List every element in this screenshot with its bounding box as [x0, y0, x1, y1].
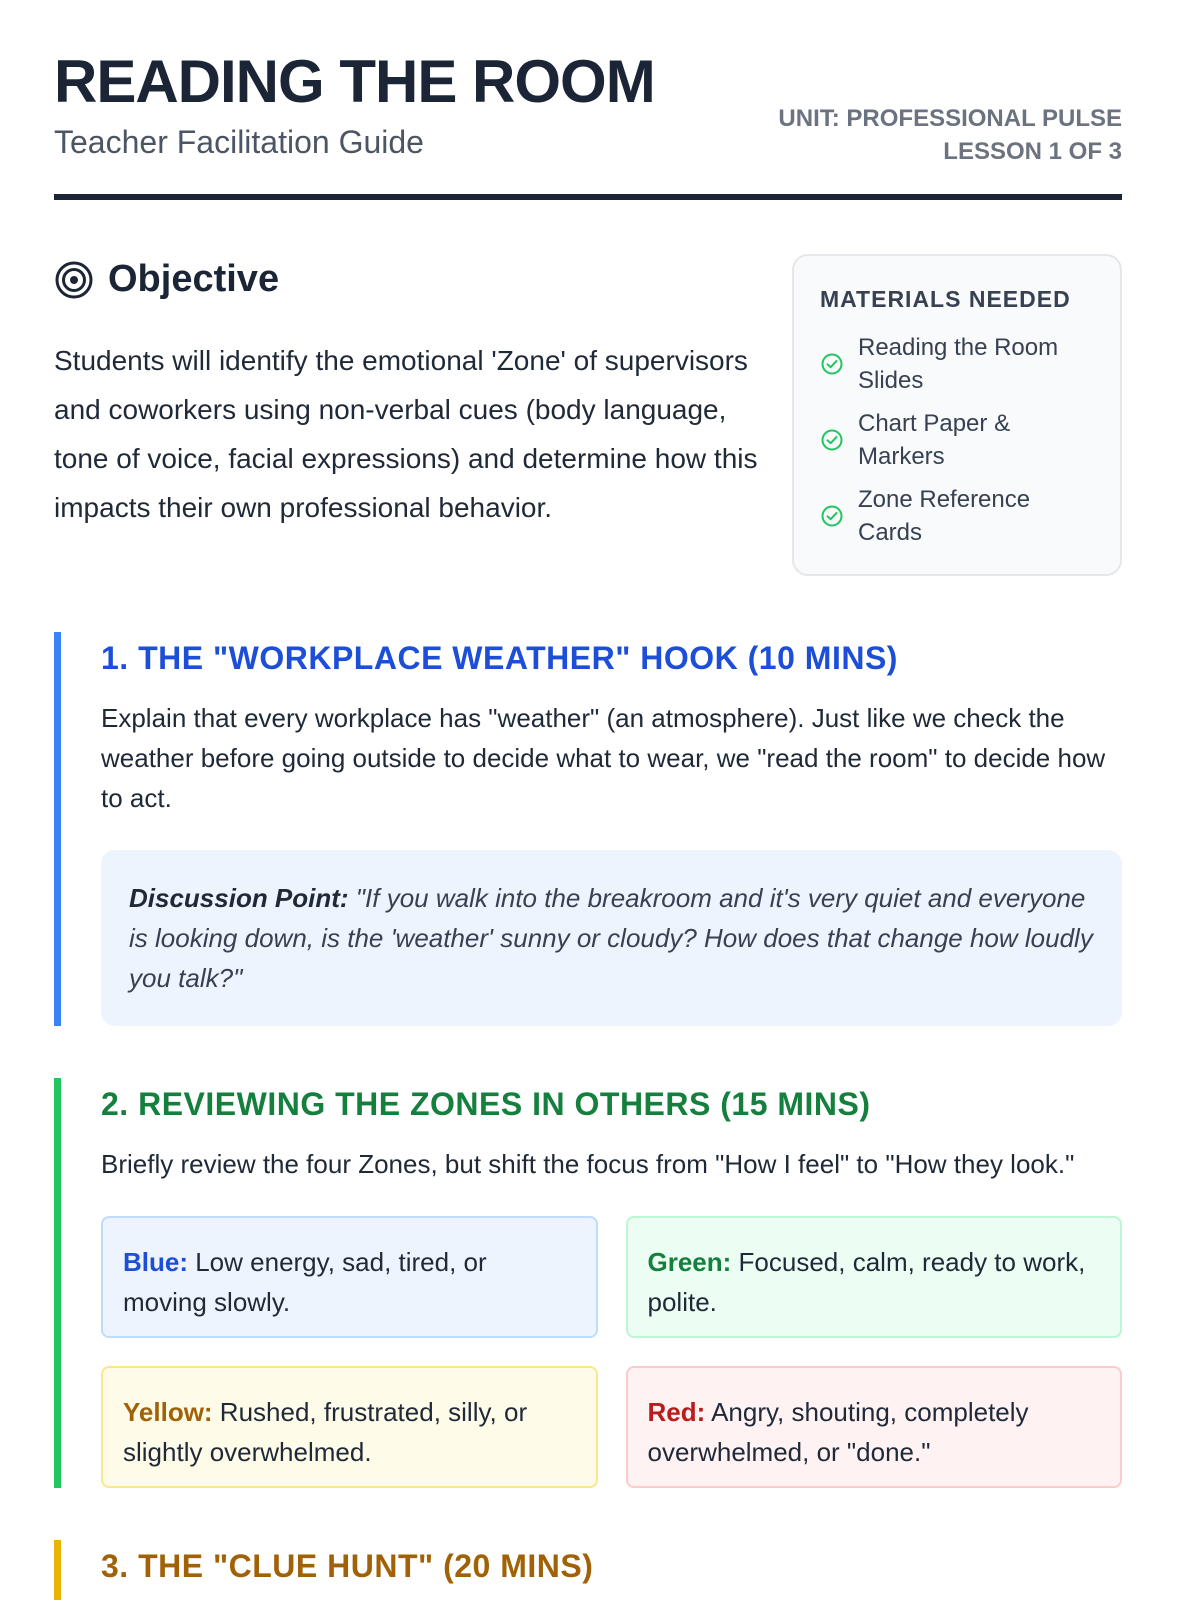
objective-row	[54, 200, 1122, 580]
materials-card	[792, 254, 1122, 576]
material-label: Reading the Room Slides	[858, 334, 1059, 394]
zone-label: Yellow:	[123, 1397, 213, 1427]
discussion-point	[101, 850, 1122, 1026]
zone-label: Blue:	[123, 1247, 188, 1277]
objective-text: Students will identify the emotional 'Zone' of supervisors and coworkers using non-verbal cues (body language, tone of voice, facial expressions) and determine how this impacts their own professional behavior.	[54, 345, 758, 523]
section-hook	[54, 632, 1122, 1026]
zone-label: Red:	[647, 1397, 706, 1427]
unit-label: UNIT: PROFESSIONAL PULSE	[778, 105, 1122, 132]
material-item	[820, 483, 1094, 549]
lesson-label: LESSON 1 OF 3	[943, 138, 1122, 165]
objective-title: Objective	[108, 258, 280, 300]
page-title: READING THE ROOM	[54, 48, 655, 115]
zone-description: Focused, calm, ready to work, polite.	[647, 1247, 1086, 1317]
section-title: 2. REVIEWING THE ZONES IN OTHERS (15 MINS)	[101, 1086, 871, 1122]
page-subtitle: Teacher Facilitation Guide	[54, 124, 424, 160]
target-icon	[54, 260, 94, 300]
page-header	[54, 0, 1122, 200]
unit-info	[778, 102, 1122, 168]
objective-heading	[54, 258, 279, 301]
zone-card-red	[626, 1366, 1123, 1488]
material-item	[820, 331, 1094, 397]
section-clue-hunt	[54, 1540, 1122, 1600]
zone-card-blue	[101, 1216, 598, 1338]
section-accent-bar	[54, 1540, 61, 1600]
material-item	[820, 407, 1094, 473]
section-title: 3. THE "CLUE HUNT" (20 MINS)	[101, 1548, 594, 1584]
materials-title: MATERIALS NEEDED	[820, 286, 1071, 312]
discussion-text: "If you walk into the breakroom and it's very quiet and everyone is looking down, is the 'weather' sunny or cloudy? How does that change how loudly you talk?"	[129, 883, 1093, 993]
check-circle-icon	[820, 352, 844, 376]
section-accent-bar	[54, 632, 61, 1026]
section-accent-bar	[54, 1078, 61, 1488]
discussion-label: Discussion Point:	[129, 883, 349, 913]
zone-description: Angry, shouting, completely overwhelmed, or "done."	[647, 1397, 1029, 1467]
zone-description: Rushed, frustrated, silly, or slightly overwhelmed.	[123, 1397, 528, 1467]
zone-card-yellow	[101, 1366, 598, 1488]
material-label: Zone Reference Cards	[858, 486, 1031, 546]
zone-label: Green:	[647, 1247, 732, 1277]
section-zones	[54, 1078, 1122, 1488]
zones-grid	[101, 1216, 1122, 1488]
zone-card-green	[626, 1216, 1123, 1338]
check-circle-icon	[820, 428, 844, 452]
check-circle-icon	[820, 504, 844, 528]
section-text: Briefly review the four Zones, but shift the focus from "How I feel" to "How they look."	[101, 1149, 1075, 1179]
section-title: 1. THE "WORKPLACE WEATHER" HOOK (10 MINS)	[101, 640, 898, 676]
zone-description: Low energy, sad, tired, or moving slowly.	[123, 1247, 487, 1317]
material-label: Chart Paper & Markers	[858, 410, 1011, 470]
section-text: Explain that every workplace has "weather" (an atmosphere). Just like we check the weather before going outside to decide what to wear, we "read the room" to decide how to act.	[101, 703, 1106, 813]
